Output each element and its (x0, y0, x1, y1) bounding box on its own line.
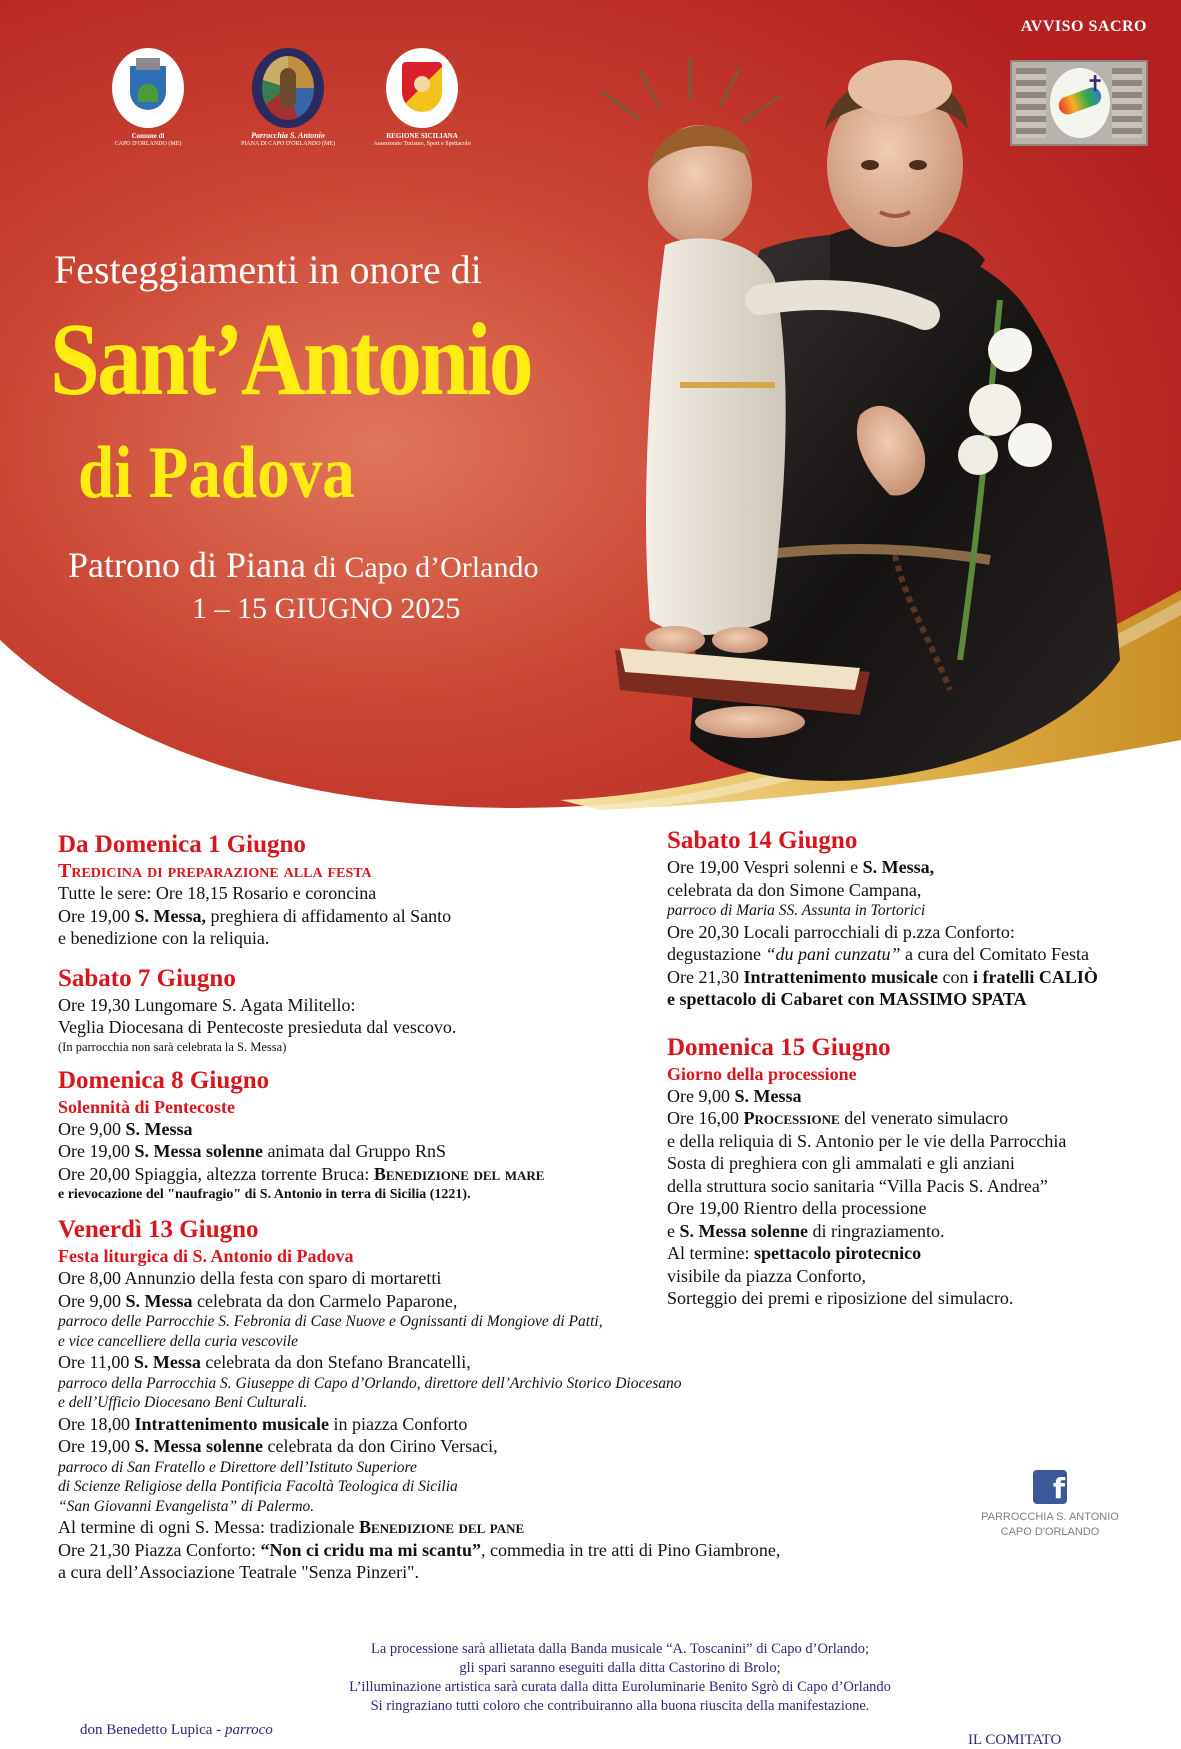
patrono-line (68, 544, 538, 586)
program-line: Ore 8,00 Annunzio della festa con sparo di mortaretti (58, 1268, 442, 1288)
logo-comune-subcaption: CAPO D'ORLANDO (ME) (114, 141, 182, 147)
parroco-role: parroco (224, 1722, 273, 1738)
stained-glass-icon (252, 48, 324, 128)
day-14-rows (667, 856, 1177, 1011)
parroco-signature (80, 1722, 273, 1739)
day-heading: Domenica 15 Giugno (667, 1033, 891, 1061)
program-line: Ore 9,00 S. Messa celebrata da don Carmelo Paparone, (58, 1290, 458, 1311)
facebook-page-place: CAPO D'ORLANDO (1000, 1526, 1100, 1538)
program-line: visibile da piazza Conforto, (667, 1265, 866, 1286)
program-note: e rievocazione del "naufragio" di S. Antonio in terra di Sicilia (1221). (58, 1187, 471, 1202)
day-heading: Venerdì 13 Giugno (58, 1216, 259, 1243)
day-block-15 (667, 1033, 1177, 1310)
program-line: Al termine: spettacolo pirotecnico (667, 1243, 922, 1263)
day-heading: Da Domenica 1 Giugno (58, 831, 306, 858)
program-line: Ore 18,00 Intrattenimento musicale in piazza Conforto (58, 1413, 468, 1434)
program-line: Sorteggio dei premi e riposizione del simulacro. (667, 1288, 1014, 1308)
logo-parrocchia-subcaption: PIANA DI CAPO D'ORLANDO (ME) (240, 141, 336, 147)
comitato-signature: IL COMITATO (968, 1732, 1062, 1748)
comune-crest-icon (112, 48, 184, 128)
credits-line: gli spari saranno eseguiti dalla ditta Castorino di Brolo; (459, 1660, 781, 1676)
credits-line: L’illuminazione artistica sarà curata dalla ditta Euroluminarie Benito Sgrò di Capo d’Orlando (349, 1679, 891, 1695)
credits-line: La processione sarà allietata dalla Banda musicale “A. Toscanini” di Capo d’Orlando; (371, 1641, 869, 1657)
program-line: Veglia Diocesana di Pentecoste presieduta dal vescovo. (58, 1017, 457, 1037)
day-heading: Domenica 8 Giugno (58, 1066, 270, 1094)
program-note: di Scienze Religiose della Pontificia Facoltà Teologica di Sicilia (58, 1478, 458, 1495)
logo-regione-caption: REGIONE SICILIANA (386, 132, 458, 140)
day-subtitle: Festa liturgica di S. Antonio di Padova (58, 1246, 354, 1266)
festival-dates: 1 – 15 GIUGNO 2025 (192, 592, 461, 625)
logo-regione-subcaption: Assessorato Turismo, Sport e Spettacolo (373, 141, 471, 147)
facebook-icon[interactable]: f (1033, 1470, 1067, 1504)
day-block-14 (667, 826, 1177, 1011)
day-subtitle: Solennità di Pentecoste (58, 1096, 235, 1117)
program-line: e spettacolo di Cabaret con MASSIMO SPATA (667, 989, 1027, 1009)
program-line: e benedizione con la reliquia. (58, 928, 270, 948)
day-subtitle: Tredicina di preparazione alla festa (58, 860, 372, 882)
patrono-place: di Capo d’Orlando (305, 551, 539, 584)
program-line: celebrata da don Simone Campana, (667, 879, 922, 900)
facebook-block[interactable] (975, 1470, 1125, 1540)
program-line: e S. Messa solenne di ringraziamento. (667, 1220, 945, 1241)
day-block-7 (58, 964, 678, 1056)
program-line: Ore 19,00 Rientro della processione (667, 1198, 927, 1218)
program-line: Ore 20,00 Spiaggia, altezza torrente Bruca: Benedizione del mare (58, 1163, 545, 1184)
day-block-1 (58, 830, 678, 950)
jubilee-panel-left (1016, 68, 1046, 138)
credits-line: Si ringraziano tutti coloro che contribuiranno alla buona riuscita della manifestazione. (370, 1698, 870, 1714)
program-line: Ore 19,00 S. Messa solenne animata dal Gruppo RnS (58, 1141, 446, 1161)
program-line: e della reliquia di S. Antonio per le vie della Parrocchia (667, 1130, 1067, 1151)
saint-title-subline: di Padova (78, 432, 355, 514)
credits-block (240, 1640, 1000, 1716)
program-note: “San Giovanni Evangelista” di Palermo. (58, 1497, 315, 1515)
logo-parrocchia (238, 48, 338, 148)
program-line: Al termine di ogni S. Messa: tradizionale Benedizione del pane (58, 1517, 525, 1537)
facebook-page-name: PARROCCHIA S. ANTONIO (981, 1511, 1119, 1523)
program-line: Ore 16,00 Processione del venerato simulacro (667, 1108, 1009, 1128)
program-line: della struttura socio sanitaria “Villa Pacis S. Andrea” (667, 1175, 1048, 1196)
parroco-name: don Benedetto Lupica - (80, 1722, 225, 1738)
cross-icon: ✝ (1086, 72, 1105, 97)
day-block-8 (58, 1066, 678, 1206)
program-line: Ore 21,30 Piazza Conforto: “Non ci cridu ma mi scantu”, commedia in tre atti di Pino Giambrone, (58, 1539, 781, 1560)
logo-regione (372, 48, 472, 148)
day-15-rows (667, 1085, 1177, 1310)
intro-heading: Festeggiamenti in onore di (54, 247, 482, 292)
avviso-sacro-label: AVVISO SACRO (1020, 18, 1147, 35)
program-note: e dell’Ufficio Diocesano Beni Culturali. (58, 1394, 308, 1411)
logo-parrocchia-caption: Parrocchia S. Antonio (251, 131, 325, 140)
program-note: parroco delle Parrocchie S. Febronia di Case Nuove e Ognissanti di Mongiove di Patti, (58, 1313, 603, 1330)
program-note: (In parrocchia non sarà celebrata la S. Messa) (58, 1039, 287, 1054)
day-heading: Sabato 7 Giugno (58, 964, 236, 992)
program-line: Ore 20,30 Locali parrocchiali di p.zza Conforto: (667, 921, 1015, 942)
program-note: parroco di San Fratello e Direttore dell’Istituto Superiore (58, 1458, 417, 1476)
program-line: Ore 19,00 S. Messa, preghiera di affidamento al Santo (58, 905, 452, 926)
program-note: parroco della Parrocchia S. Giuseppe di Capo d’Orlando, direttore dell’Archivio Storico Diocesano (58, 1374, 682, 1392)
program-line: Ore 19,30 Lungomare S. Agata Militello: (58, 994, 356, 1015)
program-right-column (667, 826, 1177, 1310)
program-line: Ore 11,00 S. Messa celebrata da don Stefano Brancatelli, (58, 1352, 471, 1372)
trinacria-icon (386, 48, 458, 128)
program-line: Ore 9,00 S. Messa (667, 1085, 802, 1106)
jubilee-logo (1010, 60, 1148, 146)
program-line: Ore 21,30 Intrattenimento musicale con i fratelli CALIÒ (667, 966, 1098, 987)
program-line: Ore 19,00 Vespri solenni e S. Messa, (667, 857, 935, 877)
day-subtitle: Giorno della processione (667, 1063, 857, 1084)
day-heading: Sabato 14 Giugno (667, 827, 858, 854)
program-line: Ore 9,00 S. Messa (58, 1118, 193, 1139)
hero-banner (0, 0, 1181, 820)
program-note: parroco di Maria SS. Assunta in Tortorici (667, 902, 926, 919)
patrono-main: Patrono di Piana (68, 545, 306, 585)
program-line: Sosta di preghiera con gli ammalati e gli anziani (667, 1153, 1015, 1173)
logo-comune (98, 48, 198, 148)
program-line: degustazione “du pani cunzatu” a cura del Comitato Festa (667, 944, 1089, 964)
logo-comune-caption: Comune di (131, 132, 165, 140)
program-line: Tutte le sere: Ore 18,15 Rosario e coroncina (58, 883, 377, 903)
program-line: Ore 19,00 S. Messa solenne celebrata da don Cirino Versaci, (58, 1436, 498, 1456)
jubilee-panel-right (1112, 68, 1142, 138)
program-note: e vice cancelliere della curia vescovile (58, 1332, 298, 1350)
saint-title: Sant’Antonio (50, 302, 531, 417)
program-line: a cura dell’Associazione Teatrale "Senza Pinzeri". (58, 1562, 419, 1582)
